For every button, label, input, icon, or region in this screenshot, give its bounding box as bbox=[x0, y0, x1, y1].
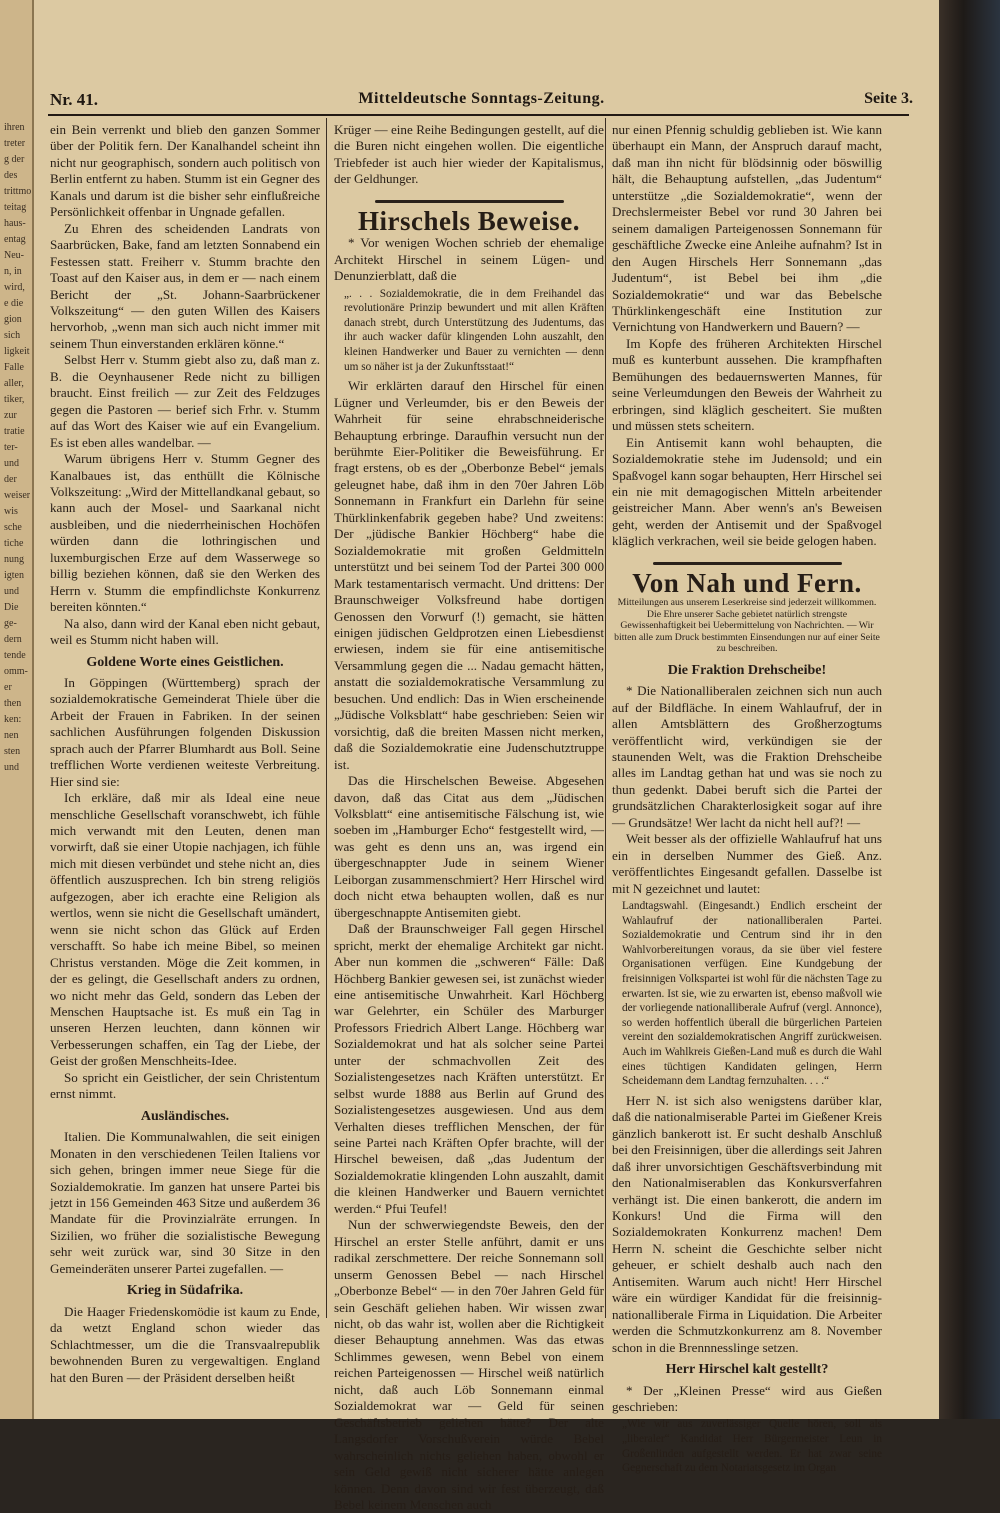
article-headline: Hirschels Beweise. bbox=[358, 205, 580, 236]
left-page-fragment: e die bbox=[4, 298, 24, 309]
issue-number: Nr. 41. bbox=[50, 90, 99, 109]
left-page-fragment: Falle bbox=[4, 362, 24, 373]
paragraph: nur einen Pfennig schuldig geblieben ist. Wie kann überhaupt ein Mann, der Anspruch darauf macht, daß man ihn nicht für blödsinnig oder böswillig hält, die Behauptung aufstellen, „das Judentum“ unterstütze „die Sozialdemokratie“, wenn der Drechslermeister Bebel vor rund 30 Jahren bei seinem damaligen Parteigenossen Sonnemann für geschäftliche Zwecke eine Anleihe aufnahm? Ist in den Augen Hirschels Herr Sonnemann „das Judentum“, ist Bebel bei ihm „die Sozialdemokratie“ und war das Bebelsche Thürklinkengeschäft eine Institution zur Vernichtung von Handwerkern und Bauern? — bbox=[612, 122, 882, 335]
left-page-fragment: treter bbox=[4, 138, 26, 149]
block-quote: „Wie wir aus zuverlässiger Quelle hören, soll als „liberaler“ Kandidat Herr Bürgermeister Leun in Großenlinden aufgestellt werden. Er hat zwar seine Gegnerschaft zu dem Notariatsgesetz im Organ bbox=[622, 1418, 882, 1475]
left-page-fragment: sche bbox=[4, 522, 22, 533]
paragraph: Ein Antisemit kann wohl behaupten, die Sozialdemokratie stehe im Judensold; und ein Spaßvogel kann sogar behaupten, Herr Hirschel sei ein nie mit demagogischen Mitteln arbeitender geistreicher Mann. Aber wenn's an's Beweisen geht, werden der Antisemit und der Spaßvogel kläglich verkrachen, weil sie beide gelogen haben. bbox=[612, 434, 882, 549]
left-page-fragment: wis bbox=[4, 506, 18, 517]
left-page-fragment: ihren bbox=[4, 122, 25, 133]
paragraph: Weit besser als der offizielle Wahlaufruf hat uns ein in derselben Nummer des Gieß. Anz. veröffentlichtes Eingesandt gefallen. Dasselbe ist mit N gezeichnet und lautet: bbox=[612, 831, 882, 896]
section-heading: Goldene Worte eines Geistlichen. bbox=[86, 654, 284, 670]
paragraph: Krüger — eine Reihe Bedingungen gestellt, auf die die Buren nicht eingehen wollen. Die eigentliche Triebfeder ist auch hier wieder der Kapitalismus, der Geldhunger. bbox=[334, 122, 604, 187]
paragraph: Selbst Herr v. Stumm giebt also zu, daß man z. B. die Oeynhausener Rede nicht zu billigen braucht. Einst freilich — zur Zeit des Feldzuges gegen die Pastoren — berief sich Frhr. v. Stumm auf das Wort des Kaiser wie auf ein Evangelium. Es ist eben alles wandelbar. — bbox=[50, 352, 320, 450]
left-page-fragment: entag bbox=[4, 234, 26, 245]
paragraph: Warum übrigens Herr v. Stumm Gegner des Kanalbaues ist, das enthüllt die Kölnische Volkszeitung: „Wird der Mittellandkanal gebaut, so kann auch der Mosel- und Saarkanal nicht ausbleiben, und die niederrheinischen Hochöfen würden dann die lothringischen und luxemburgischen Erze auf dem Wasserwege so billig beziehen können, daß sie den Werken des Herrn v. Stumm die empfindlichste Konkurrenz bereiten könnten.“ bbox=[50, 451, 320, 615]
paragraph: Nun der schwerwiegendste Beweis, den der Hirschel an erster Stelle anführt, damit er uns radikal zerschmettere. Der reiche Sonnemann soll unserm Genossen Bebel — nach Hirschel „Oberbonze Bebel“ — in den 70er Jahren Geld für sein Geschäft geliehen haben. Wir wissen zwar nicht, ob das wahr ist, wollen aber die Richtigkeit dieser Behauptung annehmen. Was das etwas Schlimmes gewesen, wenn Bebel von einem reichen Parteigenossen — Hirschel weiß natürlich nicht, daß auch Löb Sonnemann einmal Sozialdemokrat war — Geld für seinen Geschäftsbetrieb geliehen hätte? Der alte Langsdorfer Vorschußverein würde Bebel wahrscheinlich nichts geliehen haben, obwohl er sein Geld gewiß nicht sicherer hätte anlegen können. Denn davon sind wir fest überzeugt, daß Bebel keinem Menschen auch bbox=[334, 1217, 604, 1512]
left-page-fragment: tiche bbox=[4, 538, 24, 549]
left-page-fragment: teitag bbox=[4, 202, 27, 213]
newspaper-page bbox=[34, 0, 939, 1512]
paragraph: Daß der Braunschweiger Fall gegen Hirschel spricht, merkt der ehemalige Architekt gar nicht. Aber nun kommen die „schweren“ Fälle: Daß Höchberg Bankier gewesen sei, ist zunächst wieder eine antisemitische Unwahrheit. Karl Höchberg war Gelehrter, ein Schüler des Marburger Professors Friedrich Albert Lange. Höchberg war Sozialdemokrat und hat als solcher seine Partei unter der schmachvollen Zeit des Sozialistengesetzes nach Kräften unterstützt. Er selbst wurde 1888 aus Berlin auf Grund des Sozialistengesetzes ausgewiesen. Und aus dem Verhalten dieses trefflichen Menschen, der für seine Partei nach Kräften Opfer brachte, will der Hirschel beweisen, daß „das Judentum der Sozialdemokratie klingenden Lohn auszahlt, damit die kleinen Handwerker und Bauern vernichtet werden.“ Pfui Teufel! bbox=[334, 921, 604, 1216]
newspaper-title: Mitteldeutsche Sonntags-Zeitung. bbox=[358, 90, 605, 107]
left-page-fragment: wird, bbox=[4, 282, 25, 293]
paragraph: Na also, dann wird der Kanal eben nicht gebaut, weil es Stumm nicht haben will. bbox=[50, 615, 320, 648]
paragraph: Wir erklärten darauf den Hirschel für einen Lügner und Verleumder, bis er den Beweis der Wahrheit für seine ehrabschneiderische Behauptung erbringe. Daraufhin versucht nun der berühmte Eier-Politiker die Beweisführung. Er fragt erstens, ob es der „Oberbonze Bebel“ jemals geleugnet habe, daß ihm in den 70er Jahren Löb Sonnemann in Frankfurt ein Darlehn für seine Thürklinkenfabrik gegeben habe? Und zweitens: Der „jüdische Bankier Höchberg“ habe die Sozialdemokratie mit großen Geldmitteln unterstützt und bei seinem Tod der Partei 300 000 Mark testamentarisch vermacht. Und drittens: Der Braunschweiger Volksfreund habe dortigen Genossen den Vorwurf (!) gemacht, sie hätten einigen jüdischen Geldprotzen einen Liebesdienst erwiesen, indem sie für eine antisemitische Versammlung gegen die ... Nadau gemacht hätten, anstatt die sozialdemokratische Versammlung zu besuchen. Und endlich: Das in Wien erscheinende „Jüdische Volksblatt“ habe geschrieben: Seien wir vorsichtig, daß die breiten Massen nicht merken, daß die Sozialdemokratie eine Judenschutztruppe ist. bbox=[334, 378, 604, 772]
left-page-fragment: omm- bbox=[4, 666, 28, 677]
left-page-fragment: sten bbox=[4, 746, 21, 757]
adjacent-page-strip bbox=[0, 0, 34, 1419]
left-page-fragment: Neu- bbox=[4, 250, 24, 261]
section-headline: Von Nah und Fern. bbox=[632, 567, 862, 598]
left-page-fragment: aller, bbox=[4, 378, 24, 389]
left-page-fragment: der bbox=[4, 474, 17, 485]
left-page-fragment: weiser bbox=[4, 490, 31, 501]
editorial-notice: Mitteilungen aus unserem Leserkreise sind jederzeit willkommen. Die Ehre unserer Sache gebietet natürlich strengste Gewissenhaftigkeit bei Uebermittelung von Nachrichten. — Wir bitten alle zum Druck bestimmten Einsendungen nur auf einer Seite zu beschreiben. bbox=[614, 597, 880, 655]
left-page-fragment: tratie bbox=[4, 426, 25, 437]
left-page-fragment: und bbox=[4, 586, 19, 597]
page-header bbox=[50, 90, 913, 110]
left-page-fragment: gion bbox=[4, 314, 22, 325]
left-page-fragment: tende bbox=[4, 650, 26, 661]
section-heading: Ausländisches. bbox=[140, 1108, 230, 1124]
paragraph: Ich erkläre, daß mir als Ideal eine neue menschliche Gesellschaft voranschwebt, ich fühle mich verwandt mit den Leuten, denen man vorwirft, daß sie einer Utopie nachjagen, ich fühle mich mit diesen verbündet und stehe nicht an, dies öffentlich auszusprechen. Ich bin streng religiös aufgezogen, aber ich erachte eine Religion als wertlos, wenn sie nicht die Gesellschaft umändert, wenn sie nicht schon das Glück auf Erden verschafft. So habe ich meine Bibel, so meinen Christus verstanden. Möge die Zeit kommen, in der es gelingt, die Gesellschaft anders zu ordnen, wo nicht mehr das Geld, sondern das Leben der Menschen Hauptsache ist. Es muß ein Tag in unseren Herzen leuchten, dann können wir Verbesserungen schaffen, ein Tag der Liebe, der Geist der großen Menschheits-Idee. bbox=[50, 790, 320, 1069]
left-page-fragment: trittmo bbox=[4, 186, 32, 197]
paragraph: * Der „Kleinen Presse“ wird aus Gießen geschrieben: bbox=[612, 1382, 882, 1414]
left-page-fragment: g der bbox=[4, 154, 25, 165]
section-heading: Die Fraktion Drehscheibe! bbox=[667, 662, 827, 678]
block-quote: „. . . Sozialdemokratie, die in dem Freihandel das revolutionäre Prinzip bewundert und mit allen Kräften danach strebt, durch Unterstützung des Judentums, das ihr auch wacker dafür klingenden Lohn auszahlt, den kleinen Handwerker und Bauer zu vernichten — denn um so näher ist ja der Zukunftsstaat!“ bbox=[344, 287, 604, 373]
paragraph: Die Haager Friedenskomödie ist kaum zu Ende, da wetzt England schon wieder das Schlachtmesser, um die die Transvaalrepublik bewohnenden Buren zu vergewaltigen. England hat den Buren — der Präsident derselben heißt bbox=[50, 1303, 320, 1385]
column-2 bbox=[334, 122, 604, 1513]
left-page-fragment: nung bbox=[4, 554, 24, 565]
left-page-fragment: then bbox=[4, 698, 22, 709]
paragraph: * Vor wenigen Wochen schrieb der ehemalige Architekt Hirschel in seinem Lügen- und Denunzierblatt, daß die bbox=[334, 235, 604, 284]
left-page-fragment: n, in bbox=[4, 266, 22, 277]
column-3 bbox=[612, 122, 882, 1480]
left-page-fragment: igten bbox=[4, 570, 24, 581]
block-quote: Landtagswahl. (Eingesandt.) Endlich erscheint der Wahlaufruf der nationalliberalen Partei. Sozialdemokratie und Centrum sind ihr in den Wahlvorbereitungen voraus, da sie über viel festere Organisationen verfügen. Eine Kundgebung der freisinnigen Volkspartei ist wohl für die nächsten Tage zu erwarten. Ist sie, wie zu erwarten ist, ebenso maßvoll wie der vorliegende nationalliberale Aufruf (vergl. Annonce), so werden hoffentlich überall die bürgerlichen Parteien vereint den sozialdemokratischen Angriff zurückweisen. Auch im Wahlkreis Gießen-Land muß es durch die Wahl eines tüchtigen Kandidaten gelingen, Herrn Scheidemann dem Landtag fernzuhalten. . . .“ bbox=[622, 900, 882, 1088]
separator-rule bbox=[653, 562, 842, 565]
left-page-fragment: und bbox=[4, 762, 19, 773]
paragraph: Das die Hirschelschen Beweise. Abgesehen davon, daß das Citat aus dem „Jüdischen Volksblatt“ eine antisemitische Fälschung ist, wie soeben im „Hamburger Echo“ festgestellt wird, — was geht es denn uns an, was irgend ein übergeschnappter Jude in seinem Wiener Leiborgan zusammenschmiert? Herr Hirschel wird doch nicht etwa behaupten wollen, daß es nur übergeschnappte Antisemiten giebt. bbox=[334, 773, 604, 920]
paragraph: Im Kopfe des früheren Architekten Hirschel muß es kunterbunt aussehen. Die krampfhaften Bemühungen des bedauernswerten Mannes, für seine Verleumdungen den Beweis der Wahrheit zu erbringen, sind kläglich gescheitert. Sie mußten und müssen stets scheitern. bbox=[612, 335, 882, 434]
left-page-fragment: ken: bbox=[4, 714, 22, 725]
left-page-fragment: des bbox=[4, 170, 18, 181]
separator-rule bbox=[375, 200, 564, 203]
paragraph: * Die Nationalliberalen zeichnen sich nun auch auf der Bildfläche. In einem Wahlaufruf, der in allen Amtsblättern des Großherzogtums veröffentlicht wird, verkündigen sie der staunenden Welt, was die Fraktion Drehscheibe alles im Landtag gethan hat und was sie noch zu thun gedenkt. Dabei beruft sich die Partei der grundsätzlichen Charakterlosigkeit sogar auf ihre — Grundsätze! Wer lacht da nicht hell auf?! — bbox=[612, 683, 882, 830]
paragraph: So spricht ein Geistlicher, der sein Christentum ernst nimmt. bbox=[50, 1069, 320, 1102]
left-page-fragment: sich bbox=[4, 330, 21, 341]
column-1 bbox=[50, 122, 320, 1386]
paragraph: In Göppingen (Württemberg) sprach der sozialdemokratische Gemeinderat Thiele über die Arbeit der Frauen in Fabriken. In der seinen sachlichen Ausführungen folgenden Diskussion sprach auch der Pfarrer Blumhardt aus Boll. Seine trefflichen Worte verdienen weiteste Verbreitung. Hier sind sie: bbox=[50, 674, 320, 789]
header-rule bbox=[48, 114, 909, 116]
paragraph: Herr N. ist sich also wenigstens darüber klar, daß die nationalmiserable Partei im Gießener Kreis gänzlich bankerott ist. Er sucht deshalb Anschluß bei den Freisinnigen, über die allerdings seit Jahren daß ihrer unvorsichtigen Geschäftsverbindung mit den Nationalmiserablen das Konkursverfahren verhängt ist. Die einen bankerott, die andern im Konkurs! Und die Firma will den Sozialdemokraten Konkurrenz machen! Dem Herrn N. scheint die Geschichte selber nicht geheuer, er schielt deshalb auch nach den Antisemiten. Warum auch nicht! Herr Hirschel wäre ein würdiger Kandidat für die freisinnig-nationalliberale Firma in Liquidation. Die Arbeiter werden die Schmutzkonkurrenz am 8. November schon in die Brennnesslinge setzen. bbox=[612, 1092, 882, 1355]
column-divider bbox=[326, 118, 327, 1318]
left-page-fragment: tiker, bbox=[4, 394, 25, 405]
section-heading: Krieg in Südafrika. bbox=[126, 1283, 244, 1299]
paragraph: ein Bein verrenkt und blieb den ganzen Sommer über der Politik fern. Der Kanalhandel scheint ihn nicht nur geographisch, sondern auch politisch von Berlin entfernt zu haben. Stumm ist ein Gegner des Kanals und darum ist die bisher sehr einflußreiche Persönlichkeit offenbar in Ungnade gefallen. bbox=[50, 122, 320, 220]
left-page-fragment: zur bbox=[4, 410, 17, 421]
book-binding bbox=[939, 0, 1000, 1419]
left-page-fragment: Die bbox=[4, 602, 19, 613]
paragraph: Zu Ehren des scheidenden Landrats von Saarbrücken, Bake, fand am letzten Sonnabend ein Festessen statt. Freiherr v. Stumm brachte den Toast auf den Kaiser aus, in dem er — nach einem Bericht der „St. Johann-Saarbrückener Volkszeitung“ — den guten Willen des Kaisers hervorhob, „wenn man sich auch nicht immer mit seinem Thun einverstanden erklären könne.“ bbox=[50, 220, 320, 351]
left-page-fragment: ge- bbox=[4, 618, 17, 629]
column-divider bbox=[605, 118, 606, 1318]
left-page-fragment: er bbox=[4, 682, 12, 693]
section-heading: Herr Hirschel kalt gestellt? bbox=[665, 1362, 829, 1378]
paragraph: Italien. Die Kommunalwahlen, die seit einigen Monaten in den verschiedenen Teilen Italiens vor sich gehen, bringen immer neue Siege für die Sozialdemokratie. Im ganzen hat unsere Partei bis jetzt in 156 Gemeinden 463 Sitze und außerdem 36 Mandate für die Provinzialräte errungen. In Sizilien, wo früher die sozialistische Bewegung sehr weit zurück war, sind 30 Sitze in den Gemeinderäten unserer Partei zugefallen. — bbox=[50, 1129, 320, 1276]
left-page-fragment: und bbox=[4, 458, 19, 469]
left-page-fragment: nen bbox=[4, 730, 19, 741]
left-page-fragment: ter- bbox=[4, 442, 18, 453]
left-page-fragment: haus- bbox=[4, 218, 26, 229]
page-number: Seite 3. bbox=[864, 90, 913, 107]
left-page-fragment: dern bbox=[4, 634, 22, 645]
left-page-fragment: ligkeit bbox=[4, 346, 30, 357]
